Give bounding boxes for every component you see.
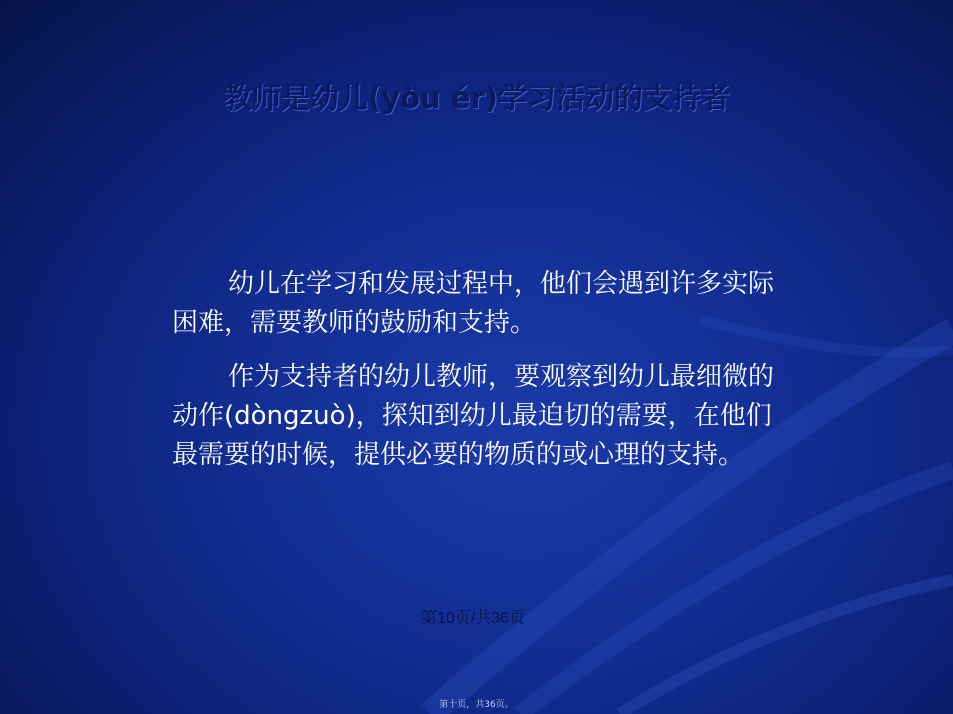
slide-body (172, 265, 792, 490)
footer-note: 第十页，共36页。 (439, 700, 514, 710)
paragraph-1: 幼儿在学习和发展过程中，他们会遇到许多实际困难，需要教师的鼓励和支持。 (172, 269, 775, 338)
paragraph-2: 作为支持者的幼儿教师，要观察到幼儿最细微的动作(dòngzuò)，探知到幼儿最迫切的需要，在他们最需要的时候，提供必要的物质的或心理的支持。 (172, 362, 775, 470)
page-number: 第10页/共36页 (420, 610, 526, 627)
slide-title: 教师是幼儿(yòu ér)学习活动的支持者 (222, 81, 731, 115)
